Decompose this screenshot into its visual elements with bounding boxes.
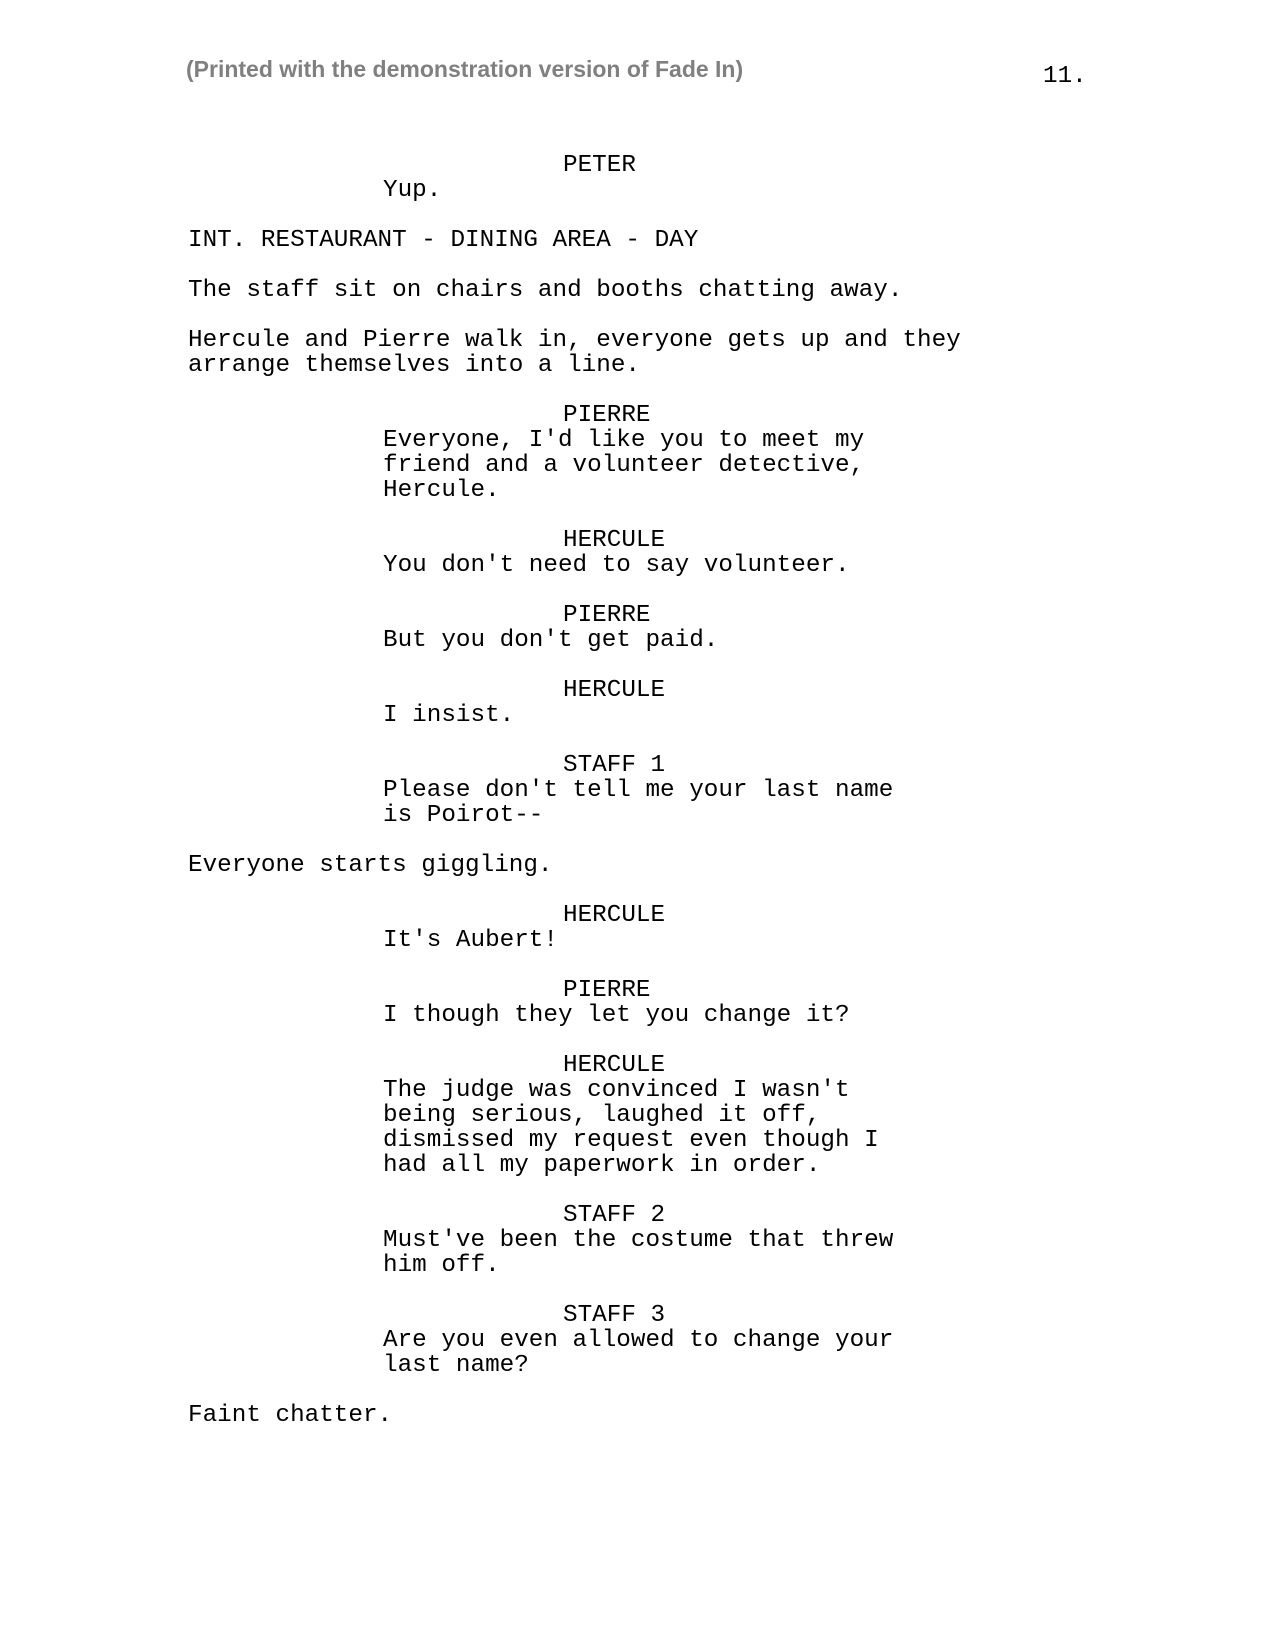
dialogue-block xyxy=(0,403,1275,503)
dialogue-line: Are you even allowed to change your last name? xyxy=(383,1327,894,1379)
action-line: The staff sit on chairs and booths chatting away. xyxy=(188,277,903,304)
action-block xyxy=(0,853,1275,878)
dialogue-block xyxy=(0,528,1275,578)
dialogue-line: It's Aubert! xyxy=(383,927,558,954)
screenplay-body xyxy=(0,153,1275,1453)
dialogue-line: Everyone, I'd like you to meet my friend and a volunteer detective, Hercule. xyxy=(383,427,865,504)
dialogue-line: Yup. xyxy=(383,177,442,204)
dialogue-block xyxy=(0,678,1275,728)
character-name: HERCULE xyxy=(563,902,666,929)
action-line: Everyone starts giggling. xyxy=(188,852,553,879)
dialogue-line: I insist. xyxy=(383,702,515,729)
action-line: Hercule and Pierre walk in, everyone gets up and they arrange themselves into a line. xyxy=(188,327,961,379)
character-name: STAFF 3 xyxy=(563,1302,666,1329)
dialogue-block xyxy=(0,978,1275,1028)
action-block xyxy=(0,328,1275,378)
dialogue-block xyxy=(0,603,1275,653)
character-name: HERCULE xyxy=(563,527,666,554)
action-block xyxy=(0,278,1275,303)
scene-heading: INT. RESTAURANT - DINING AREA - DAY xyxy=(188,227,699,254)
dialogue-line: Please don't tell me your last name is Poirot-- xyxy=(383,777,894,829)
dialogue-line: Must've been the costume that threw him off. xyxy=(383,1227,894,1279)
character-name: HERCULE xyxy=(563,1052,666,1079)
dialogue-block xyxy=(0,153,1275,203)
character-name: HERCULE xyxy=(563,677,666,704)
character-name: STAFF 2 xyxy=(563,1202,666,1229)
dialogue-line: But you don't get paid. xyxy=(383,627,719,654)
character-name: PIERRE xyxy=(563,602,651,629)
character-name: PIERRE xyxy=(563,402,651,429)
page-number: 11. xyxy=(1043,63,1087,90)
dialogue-block xyxy=(0,1203,1275,1278)
dialogue-block xyxy=(0,903,1275,953)
dialogue-line: You don't need to say volunteer. xyxy=(383,552,850,579)
dialogue-line: The judge was convinced I wasn't being serious, laughed it off, dismissed my request even though I had all my paperwork in order. xyxy=(383,1077,879,1179)
character-name: PETER xyxy=(563,152,636,179)
dialogue-block xyxy=(0,753,1275,828)
action-block xyxy=(0,1403,1275,1428)
character-name: PIERRE xyxy=(563,977,651,1004)
action-line: Faint chatter. xyxy=(188,1402,393,1429)
scene-heading-block xyxy=(0,228,1275,253)
dialogue-line: I though they let you change it? xyxy=(383,1002,850,1029)
dialogue-block xyxy=(0,1303,1275,1378)
demo-watermark: (Printed with the demonstration version of Fade In) xyxy=(186,56,744,82)
character-name: STAFF 1 xyxy=(563,752,666,779)
dialogue-block xyxy=(0,1053,1275,1178)
